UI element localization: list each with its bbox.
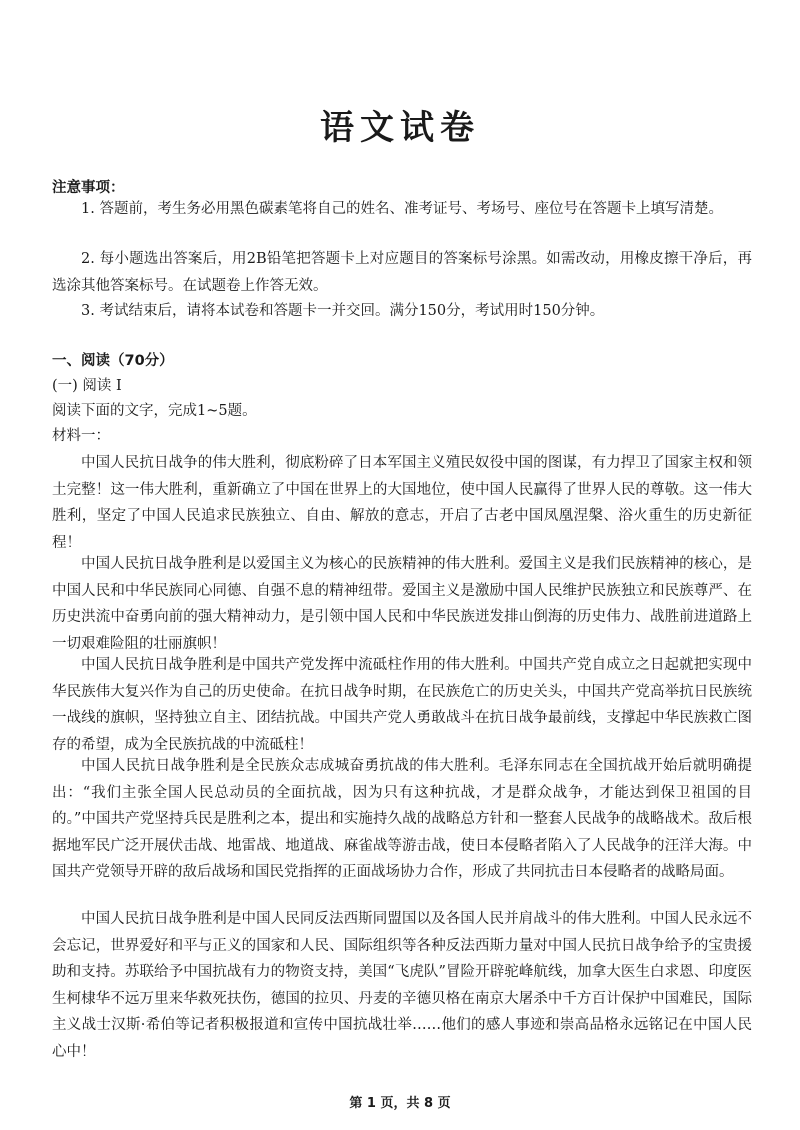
notice-item-1: 1. 答题前，考生务必用黑色碳素笔将自己的姓名、准考证号、考场号、座位号在答题卡上填写清楚。 (81, 201, 723, 217)
section-heading: 一、阅读（70分） (52, 353, 174, 369)
reading-instruction: 阅读下面的文字，完成1~5题。 (52, 403, 257, 419)
page-footer: 第 1 页，共 8 页 (349, 1096, 451, 1111)
paragraph-4: 中国人民抗日战争胜利是全民族众志成城奋勇抗战的伟大胜利。毛泽东同志在全国抗战开始后就明确提出：“我们主张全国人民总动员的全面抗战，因为只有这种抗战，才是群众战争，才能达到保卫祖国的目的。”中国共产党坚持兵民是胜利之本，提出和实施持久战的战略总方针和一整套人民战争的战略战术。敌后根据地军民广泛开展伏击战、地雷战、地道战、麻雀战等游击战，使日本侵略者陷入了人民战争的汪洋大海。中国共产党领导开辟的敌后战场和国民党指挥的正面战场协力合作，形成了共同抗击日本侵略者的战略局面。 (52, 758, 752, 881)
paragraph-3: 中国人民抗日战争胜利是中国共产党发挥中流砥柱作用的伟大胜利。中国共产党自成立之日起就把实现中华民族伟大复兴作为自己的历史使命。在抗日战争时期，在民族危亡的历史关头，中国共产党高举抗日民族统一战线的旗帜，坚持独立自主、团结抗战。中国共产党人勇敢战斗在抗日战争最前线，支撑起中华民族救亡图存的希望，成为全民族抗战的中流砥柱！ (52, 657, 752, 753)
notice-item-3: 3. 考试结束后，请将本试卷和答题卡一并交回。满分150分，考试用时150分钟。 (81, 303, 605, 319)
paragraph-1: 中国人民抗日战争的伟大胜利，彻底粉碎了日本军国主义殖民奴役中国的图谋，有力捍卫了国家主权和领土完整！这一伟大胜利，重新确立了中国在世界上的大国地位，使中国人民赢得了世界人民的尊敬。这一伟大胜利，坚定了中国人民追求民族独立、自由、解放的意志，开启了古老中国凤凰涅槃、浴火重生的历史新征程！ (52, 455, 752, 551)
material-label: 材料一： (52, 428, 110, 444)
paragraph-2: 中国人民抗日战争胜利是以爱国主义为核心的民族精神的伟大胜利。爱国主义是我们民族精神的核心，是中国人民和中华民族同心同德、自强不息的精神纽带。爱国主义是激励中国人民维护民族独立和民族尊严、在历史洪流中奋勇向前的强大精神动力，是引领中国人民和中华民族迸发排山倒海的历史伟力、战胜前进道路上一切艰难险阻的壮丽旗帜！ (52, 556, 752, 652)
subsection-heading: (一) 阅读 I (52, 378, 122, 394)
notice-heading: 注意事项： (52, 180, 125, 196)
notice-item-2: 2. 每小题选出答案后，用2B铅笔把答题卡上对应题目的答案标号涂黑。如需改动，用橡皮擦干净后，再选涂其他答案标号。在试题卷上作答无效。 (52, 251, 752, 294)
paragraph-5: 中国人民抗日战争胜利是中国人民同反法西斯同盟国以及各国人民并肩战斗的伟大胜利。中国人民永远不会忘记，世界爱好和平与正义的国家和人民、国际组织等各种反法西斯力量对中国人民抗日战争给予的宝贵援助和支持。苏联给予中国抗战有力的物资支持，美国“飞虎队”冒险开辟驼峰航线，加拿大医生白求恩、印度医生柯棣华不远万里来华救死扶伤，德国的拉贝、丹麦的辛德贝格在南京大屠杀中千方百计保护中国难民，国际主义战士汉斯·希伯等记者积极报道和宣传中国抗战壮举……他们的感人事迹和崇高品格永远铭记在中国人民心中！ (52, 911, 752, 1060)
page-title: 语文试卷 (320, 108, 480, 148)
